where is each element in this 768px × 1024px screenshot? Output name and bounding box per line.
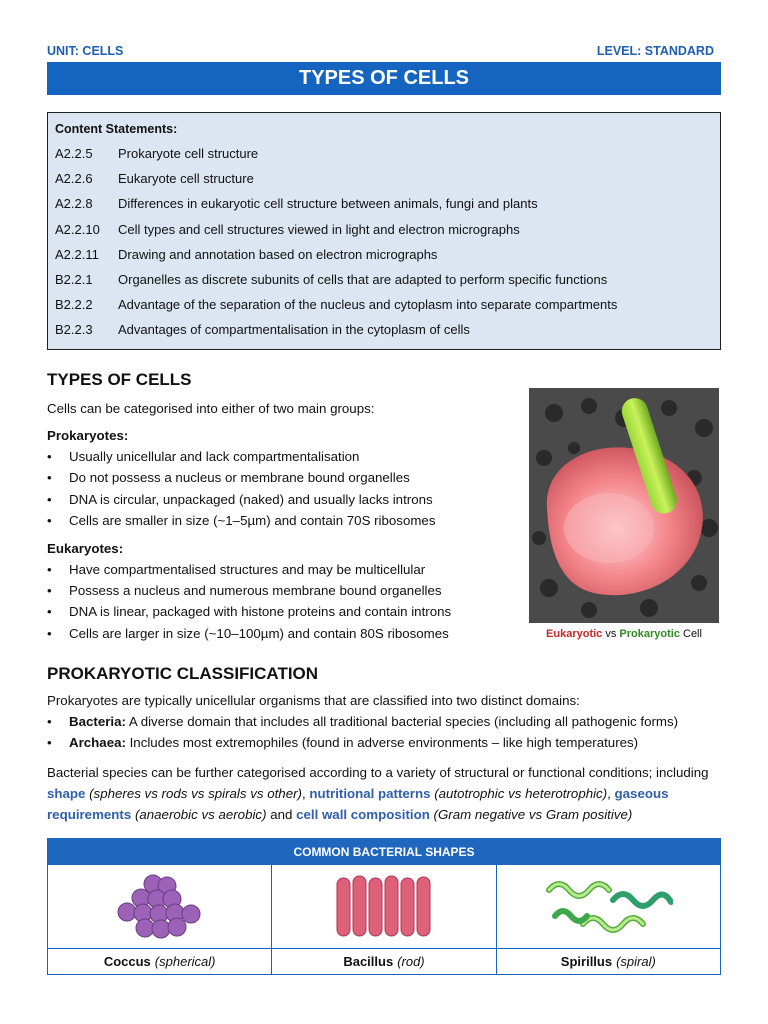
micrograph-illustration xyxy=(529,388,719,623)
domain-list xyxy=(47,711,727,754)
spirillus-image xyxy=(497,865,720,949)
micrograph-image xyxy=(529,388,719,623)
classification-paragraph xyxy=(47,762,727,825)
prokaryotic-classification-section xyxy=(47,664,727,825)
shape-name: Bacillus xyxy=(343,954,394,969)
list-item: • Possess a nucleus and numerous membrane bound organelles xyxy=(47,580,517,601)
statement-code: B2.2.1 xyxy=(55,271,93,287)
statement-code: A2.2.6 xyxy=(55,171,93,187)
statement-row xyxy=(55,171,720,196)
list-item: • Do not possess a nucleus or membrane bound organelles xyxy=(47,467,517,488)
prokaryotes-list xyxy=(47,446,517,532)
keyword-nutritional-patterns: nutritional patterns xyxy=(309,785,431,801)
coccus-icon xyxy=(105,872,215,942)
keyword-cell-wall-composition: cell wall composition xyxy=(296,806,430,822)
list-item: • DNA is linear, packaged with histone proteins and contain introns xyxy=(47,601,517,622)
paragraph-text: and xyxy=(266,806,297,822)
paragraph-example: (spheres vs rods vs spirals vs other) xyxy=(85,785,302,801)
paragraph-example: (autotrophic vs heterotrophic) xyxy=(430,785,608,801)
paragraph-text: , xyxy=(301,785,310,801)
statement-code: B2.2.2 xyxy=(55,297,93,313)
shape-column-coccus xyxy=(48,865,272,974)
list-item: • Cells are larger in size (~10–100µm) and contain 80S ribosomes xyxy=(47,623,517,644)
shape-description: (rod) xyxy=(397,954,425,969)
shape-description: (spherical) xyxy=(154,954,216,969)
eukaryotes-list xyxy=(47,559,517,645)
caption-cell: Cell xyxy=(679,628,702,640)
statement-row xyxy=(55,247,720,272)
shape-name: Spirillus xyxy=(560,954,613,969)
statement-text: Drawing and annotation based on electron micrographs xyxy=(118,246,438,262)
paragraph-example: (Gram negative vs Gram positive) xyxy=(429,806,633,822)
statement-row xyxy=(55,146,720,171)
statement-row xyxy=(55,297,720,322)
shape-label xyxy=(272,949,495,974)
statement-text: Cell types and cell structures viewed in light and electron micrographs xyxy=(118,221,520,237)
keyword-gaseous-requirements: gaseous requirements xyxy=(47,785,669,822)
list-item: • Have compartmentalised structures and may be multicellular xyxy=(47,559,517,580)
shape-label xyxy=(497,949,720,974)
paragraph-text: Bacterial species can be further categorised according to a variety of structural or functional conditions; including xyxy=(47,764,709,780)
level-label: LEVEL: STANDARD xyxy=(596,44,714,58)
list-item: • Cells are smaller in size (~1–5µm) and contain 70S ribosomes xyxy=(47,510,517,531)
paragraph-example: (anaerobic vs aerobic) xyxy=(131,806,267,822)
list-item xyxy=(47,732,727,753)
micrograph-caption xyxy=(529,628,719,640)
bacillus-image xyxy=(272,865,495,949)
paragraph-text: , xyxy=(607,785,615,801)
shape-name: Coccus xyxy=(103,954,151,969)
domain-text: Includes most extremophiles (found in adverse environments – like high temperatures) xyxy=(125,735,639,751)
caption-eukaryotic: Eukaryotic xyxy=(546,628,603,640)
statement-code: A2.2.11 xyxy=(55,246,99,262)
statement-text: Prokaryote cell structure xyxy=(118,146,259,161)
statement-code: A2.2.10 xyxy=(55,221,100,237)
statement-code: A2.2.5 xyxy=(55,146,93,161)
section-heading: TYPES OF CELLS xyxy=(47,370,192,389)
coccus-image xyxy=(48,865,271,949)
statement-text: Advantages of compartmentalisation in the cytoplasm of cells xyxy=(118,322,470,338)
domain-name: Archaea: xyxy=(69,735,126,751)
content-statements-box xyxy=(47,112,721,350)
types-of-cells-section xyxy=(47,370,517,644)
list-item xyxy=(47,711,727,732)
shape-column-spirillus xyxy=(497,865,720,974)
section-heading: PROKARYOTIC CLASSIFICATION xyxy=(47,664,319,683)
statement-text: Eukaryote cell structure xyxy=(118,171,254,187)
page-title: TYPES OF CELLS xyxy=(47,62,721,95)
bacterial-shapes-table xyxy=(47,838,721,975)
classification-intro: Prokaryotes are typically unicellular organisms that are classified into two distinct domains: xyxy=(47,693,580,708)
domain-text: A diverse domain that includes all traditional bacterial species (including all pathogenic forms) xyxy=(125,714,679,729)
statement-text: Differences in eukaryotic cell structure between animals, fungi and plants xyxy=(118,196,538,212)
section-intro: Cells can be categorised into either of two main groups: xyxy=(47,401,375,416)
statement-text: Advantage of the separation of the nucleus and cytoplasm into separate compartments xyxy=(118,297,618,313)
bacillus-icon xyxy=(329,874,439,940)
shape-label xyxy=(48,949,271,974)
keyword-shape: shape xyxy=(47,785,86,801)
eukaryotes-label: Eukaryotes: xyxy=(47,540,124,556)
caption-prokaryotic: Prokaryotic xyxy=(619,628,680,640)
domain-name: Bacteria: xyxy=(69,714,126,729)
statement-row xyxy=(55,322,720,347)
statement-code: B2.2.3 xyxy=(55,322,93,338)
content-statements-heading: Content Statements: xyxy=(55,122,178,136)
statement-row xyxy=(55,222,720,247)
statement-row xyxy=(55,272,720,297)
statement-row xyxy=(55,196,720,221)
statement-code: A2.2.8 xyxy=(55,196,93,212)
statement-text: Organelles as discrete subunits of cells that are adapted to perform specific functions xyxy=(118,271,608,287)
page-meta xyxy=(47,44,714,60)
unit-label: UNIT: CELLS xyxy=(47,44,124,58)
shape-description: (spiral) xyxy=(616,954,656,969)
spirillus-icon xyxy=(543,872,673,942)
shape-column-bacillus xyxy=(272,865,496,974)
list-item: • Usually unicellular and lack compartmentalisation xyxy=(47,446,517,467)
prokaryotes-label: Prokaryotes: xyxy=(47,428,129,443)
table-heading: COMMON BACTERIAL SHAPES xyxy=(48,839,720,865)
caption-vs: vs xyxy=(602,628,620,640)
list-item: • DNA is circular, unpackaged (naked) and usually lacks introns xyxy=(47,489,517,510)
